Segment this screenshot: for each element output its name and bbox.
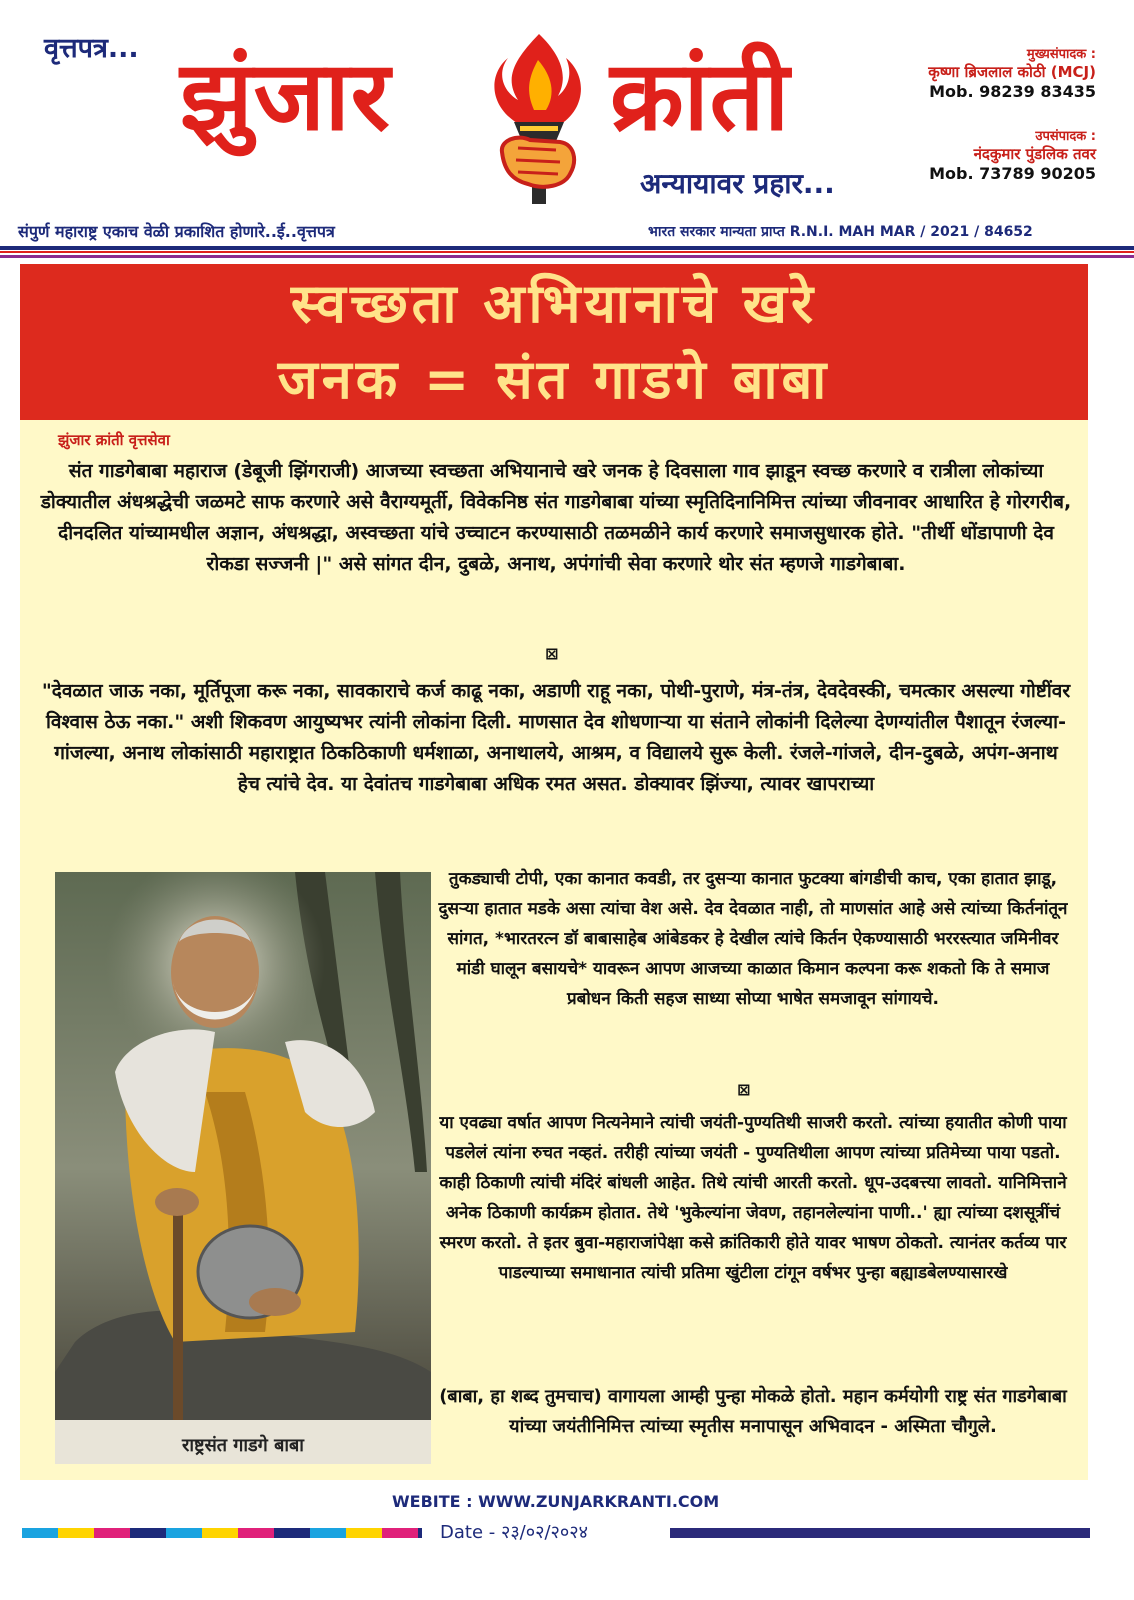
sub-editor-mobile: Mob. 73789 90205 <box>929 164 1096 183</box>
separator-icon-2: ⊠ <box>737 1080 751 1099</box>
masthead-title-part2: क्रांती <box>610 40 791 152</box>
chief-editor-role: मुख्यसंपादक : <box>1026 47 1096 62</box>
article-paragraph-2: "देवळात जाऊ नका, मूर्तिपूजा करू नका, सावकाराचे कर्ज काढू नका, अडाणी राहू नका, पोथी-पुराणे, मंत्र-तंत्र, देवदेवस्की, चमत्कार असल्या गोष्टींवर विश्वास ठेऊ नका." अशी शिकवण आयुष्यभर त्यांनी लोकांना दिली. माणसात देव शोधणाऱ्या या संताने लोकांनी दिलेल्या देणग्यांतील पैशातून रंजल्या-गांजल्या, अनाथ लोकांसाठी महाराष्ट्रात ठिकठिकाणी धर्मशाळा, अनाथालये, आश्रम, व विद्यालये सुरू केली. रंजले-गांजले, दीन-दुबळे, अपंग-अनाथ हेच त्यांचे देव. या देवांतच गाडगेबाबा अधिक रमत असत. डोक्यावर झिंज्या, त्यावर खापराच्या <box>41 680 1071 795</box>
article-credit: झुंजार क्रांती वृत्तसेवा <box>58 431 170 449</box>
masthead-prefix: वृत्तपत्र... <box>44 33 139 64</box>
footer-color-stripe-left <box>22 1528 422 1538</box>
chief-editor-name: कृष्णा ब्रिजलाल कोठी (MCJ) <box>928 63 1096 81</box>
photo-caption: राष्ट्रसंत गाडगे बाबा <box>182 1435 304 1456</box>
masthead-strip-left: संपुर्ण महाराष्ट्र एकाच वेळी प्रकाशित होणारे..ई..वृत्तपत्र <box>18 222 335 241</box>
masthead-divider-red <box>0 251 1134 253</box>
masthead-title-part1: झुंजार <box>180 40 391 152</box>
separator-icon: ⊠ <box>545 644 559 663</box>
saint-portrait-photo <box>55 872 431 1464</box>
article-paragraph-4: या एवढ्या वर्षात आपण नित्यनेमाने त्यांची जयंती-पुण्यतिथी साजरी करतो. त्यांच्या हयातीत कोणी पाया पडलेलं त्यांना रुचत नव्हतं. तरीही त्यांच्या जयंती - पुण्यतिथीला आपण त्यांच्या प्रतिमेच्या पाया पडतो. काही ठिकाणी त्यांची मंदिरं बांधली आहेत. तिथे त्यांची आरती करतो. धूप-उदबत्त्या लावतो. यानिमित्ताने अनेक ठिकाणी कार्यक्रम होतात. तेथे 'भुकेल्यांना जेवण, तहानलेल्यांना पाणी..' ह्या त्यांच्या दशसूत्रींचं स्मरण करतो. ते इतर बुवा-महाराजांपेक्षा कसे क्रांतिकारी होते यावर भाषण ठोकतो. त्यानंतर कर्तव्य पार पाडल्याच्या समाधानात त्यांची प्रतिमा खुंटीला टांगून वर्षभर पुन्हा बह्याडबेलण्यासारखे <box>439 1113 1067 1283</box>
torch-logo-icon <box>474 30 604 206</box>
masthead-tagline: अन्यायावर प्रहार... <box>640 167 835 200</box>
chief-editor-mobile: Mob. 98239 83435 <box>929 82 1096 101</box>
headline-line1: स्वच्छता अभियानाचे खरे <box>290 272 818 335</box>
masthead-strip-right: भारत सरकार मान्यता प्राप्त R.N.I. MAH MAR / 2021 / 84652 <box>648 224 1033 240</box>
footer-date: Date - २३/०२/२०२४ <box>440 1522 588 1543</box>
article-paragraph-1: संत गाडगेबाबा महाराज (डेबूजी झिंगराजी) आजच्या स्वच्छता अभियानाचे खरे जनक हे दिवसाला गाव झाडून स्वच्छ करणारे व रात्रीला लोकांच्या डोक्यातील अंधश्रद्धेची जळमटे साफ करणारे असे वैराग्यमूर्ती, विवेकनिष्ठ संत गाडगेबाबा यांच्या स्मृतिदिनानिमित्त त्यांच्या जीवनावर आधारित हे गोरगरीब, दीनदलित यांच्यामधील अज्ञान, अंधश्रद्धा, अस्वच्छता यांचे उच्चाटन करण्यासाठी तळमळीने कार्य करणारे समाजसुधारक होते. "तीर्थी धोंडापाणी देव रोकडा सज्जनी |" असे सांगत दीन, दुबळे, अनाथ, अपंगांची सेवा करणारे थोर संत म्हणजे गाडगेबाबा. <box>40 460 1072 575</box>
headline-line2: जनक = संत गाडगे बाबा <box>277 348 831 411</box>
sub-editor-block <box>929 126 1096 183</box>
footer-website-link[interactable]: WEBITE : WWW.ZUNJARKRANTI.COM <box>392 1492 720 1511</box>
article-paragraph-3: तुकड्याची टोपी, एका कानात कवडी, तर दुसऱ्या कानात फुटक्या बांगडीची काच, एका हातात झाडू, दुसऱ्या हातात मडके असा त्यांचा वेश असे. देव देवळात नाही, तो माणसांत आहे असे त्यांच्या किर्तनांतून सांगत, *भारतरत्न डॉ बाबासाहेब आंबेडकर हे देखील त्यांचे किर्तन ऐकण्यासाठी भररस्त्यात जमिनीवर मांडी घालून बसायचे* यावरून आपण आजच्या काळात किमान कल्पना करू शकतो कि ते समाज प्रबोधन किती सहज साध्या सोप्या भाषेत समजावून सांगायचे. <box>438 869 1068 1009</box>
chief-editor-block <box>928 44 1096 101</box>
masthead-divider-purple <box>0 255 1134 258</box>
footer-color-stripe-right <box>670 1528 1090 1538</box>
article-paragraph-5: (बाबा, हा शब्द तुमचाच) वागायला आम्ही पुन्हा मोकळे होतो. महान कर्मयोगी राष्ट्र संत गाडगेबाबा यांच्या जयंतीनिमित्त त्यांच्या स्मृतीस मनापासून अभिवादन - अस्मिता चौगुले. <box>439 1386 1067 1437</box>
masthead-divider <box>0 246 1134 250</box>
article-headline <box>20 264 1088 420</box>
sub-editor-role: उपसंपादक : <box>1035 129 1096 144</box>
sub-editor-name: नंदकुमार पुंडलिक तवर <box>973 145 1096 163</box>
